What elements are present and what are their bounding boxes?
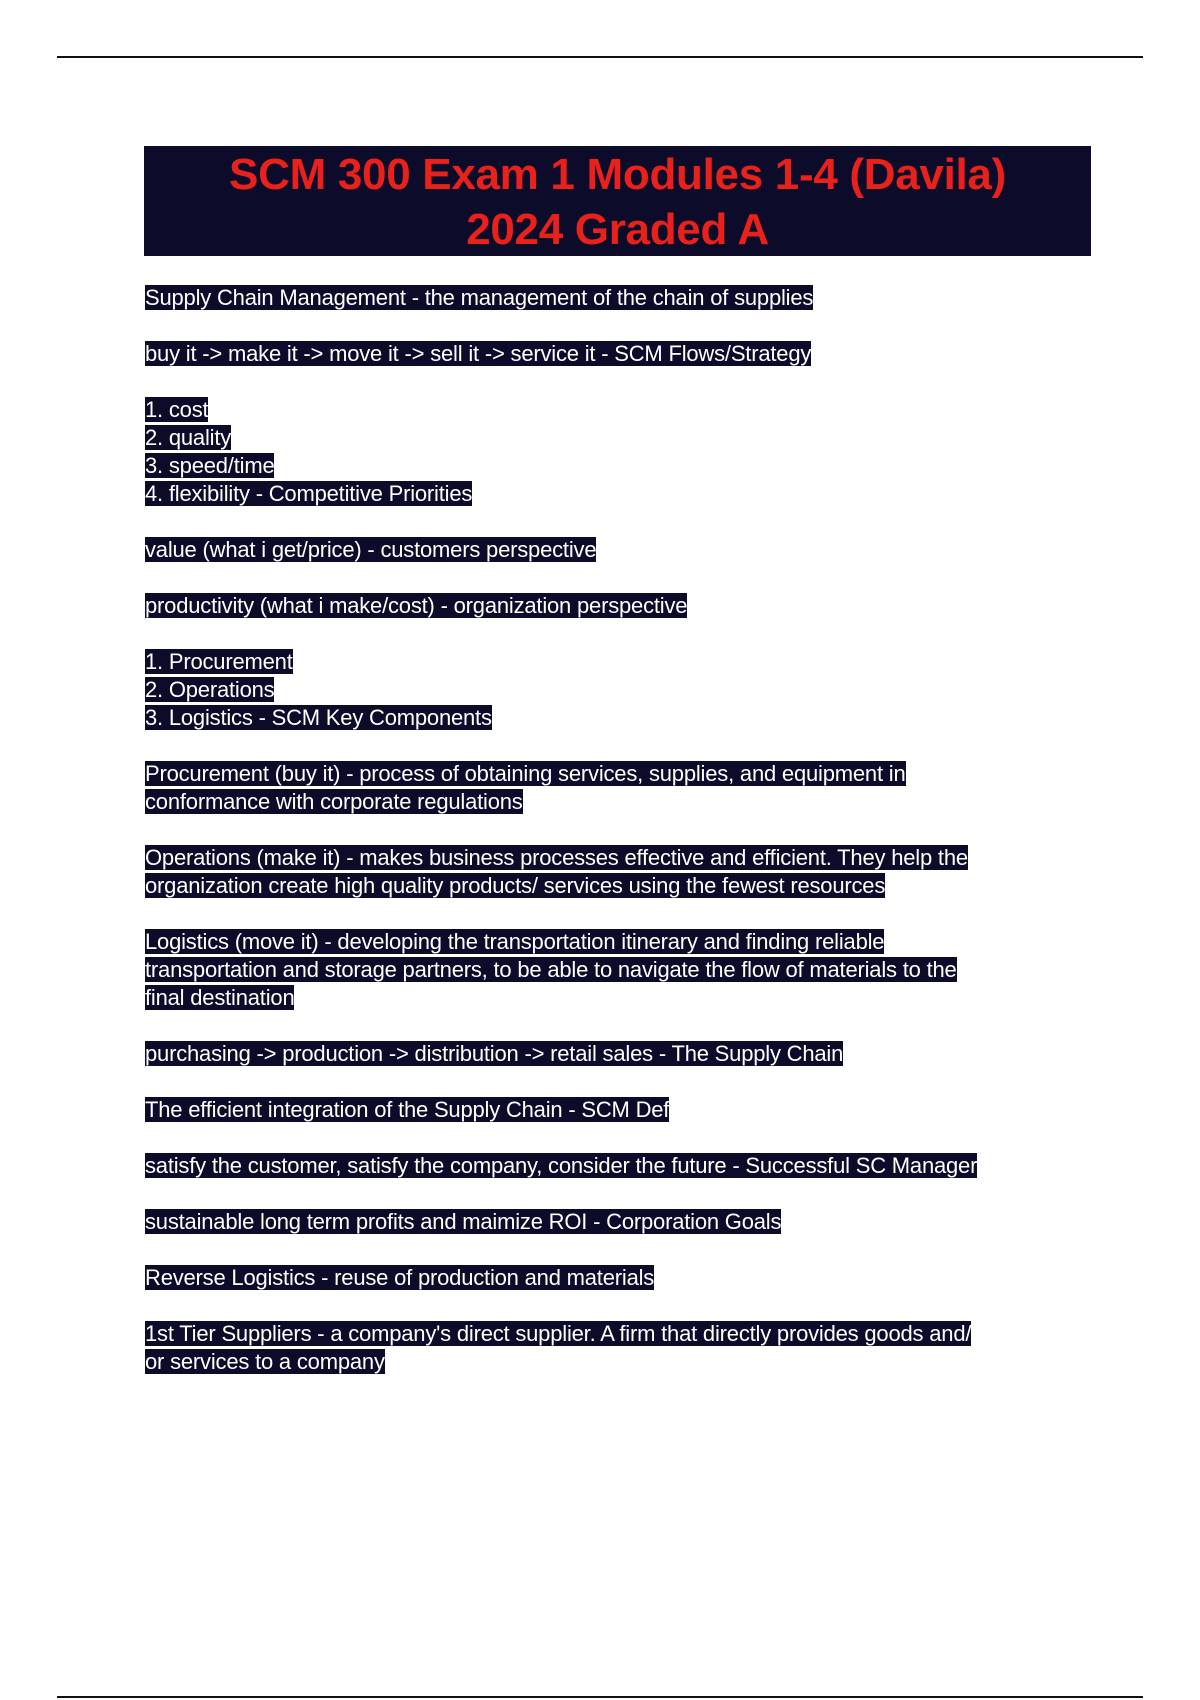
flashcard-line: The efficient integration of the Supply Chain - SCM Def	[145, 1097, 670, 1122]
bottom-rule	[57, 1696, 1143, 1698]
flashcard-entry	[145, 760, 1090, 816]
flashcard-line: 3. speed/time	[145, 453, 275, 478]
flashcard-line: 1. cost	[145, 397, 209, 422]
flashcard-line: value (what i get/price) - customers perspective	[145, 537, 597, 562]
title-line-2: 2024 Graded A	[466, 205, 769, 254]
flashcard-entry	[145, 1152, 1090, 1180]
flashcard-line: Operations (make it) - makes business processes effective and efficient. They help the	[145, 845, 968, 870]
flashcard-line: 4. flexibility - Competitive Priorities	[145, 481, 473, 506]
document-title	[144, 146, 1091, 256]
top-rule	[57, 56, 1143, 58]
flashcard-entry	[145, 928, 1090, 1012]
flashcard-line: Logistics (move it) - developing the transportation itinerary and finding reliable	[145, 929, 885, 954]
flashcard-line: 1. Procurement	[145, 649, 293, 674]
flashcard-line: Supply Chain Management - the management of the chain of supplies	[145, 285, 814, 310]
flashcard-line: 2. quality	[145, 425, 232, 450]
flashcard-list	[145, 284, 1090, 1404]
flashcard-entry	[145, 1040, 1090, 1068]
flashcard-line: organization create high quality products/ services using the fewest resources	[145, 873, 886, 898]
flashcard-line: buy it -> make it -> move it -> sell it -> service it - SCM Flows/Strategy	[145, 341, 812, 366]
flashcard-line: satisfy the customer, satisfy the company, consider the future - Successful SC Manager	[145, 1153, 978, 1178]
flashcard-entry	[145, 1320, 1090, 1376]
flashcard-line: transportation and storage partners, to be able to navigate the flow of materials to the	[145, 957, 957, 982]
flashcard-line: 1st Tier Suppliers - a company's direct supplier. A firm that directly provides goods and/	[145, 1321, 972, 1346]
flashcard-entry	[145, 340, 1090, 368]
flashcard-entry	[145, 844, 1090, 900]
flashcard-line: purchasing -> production -> distribution -> retail sales - The Supply Chain	[145, 1041, 844, 1066]
flashcard-entry	[145, 1208, 1090, 1236]
flashcard-line: Reverse Logistics - reuse of production and materials	[145, 1265, 655, 1290]
flashcard-line: or services to a company	[145, 1349, 385, 1374]
flashcard-entry	[145, 1096, 1090, 1124]
flashcard-entry	[145, 284, 1090, 312]
flashcard-entry	[145, 536, 1090, 564]
flashcard-entry	[145, 1264, 1090, 1292]
flashcard-entry	[145, 648, 1090, 732]
flashcard-line: conformance with corporate regulations	[145, 789, 523, 814]
flashcard-line: productivity (what i make/cost) - organization perspective	[145, 593, 688, 618]
flashcard-line: 3. Logistics - SCM Key Components	[145, 705, 492, 730]
flashcard-entry	[145, 396, 1090, 508]
title-line-1: SCM 300 Exam 1 Modules 1-4 (Davila)	[229, 150, 1006, 199]
flashcard-entry	[145, 592, 1090, 620]
flashcard-line: 2. Operations	[145, 677, 275, 702]
flashcard-line: sustainable long term profits and maimize ROI - Corporation Goals	[145, 1209, 782, 1234]
flashcard-line: Procurement (buy it) - process of obtaining services, supplies, and equipment in	[145, 761, 906, 786]
flashcard-line: final destination	[145, 985, 295, 1010]
